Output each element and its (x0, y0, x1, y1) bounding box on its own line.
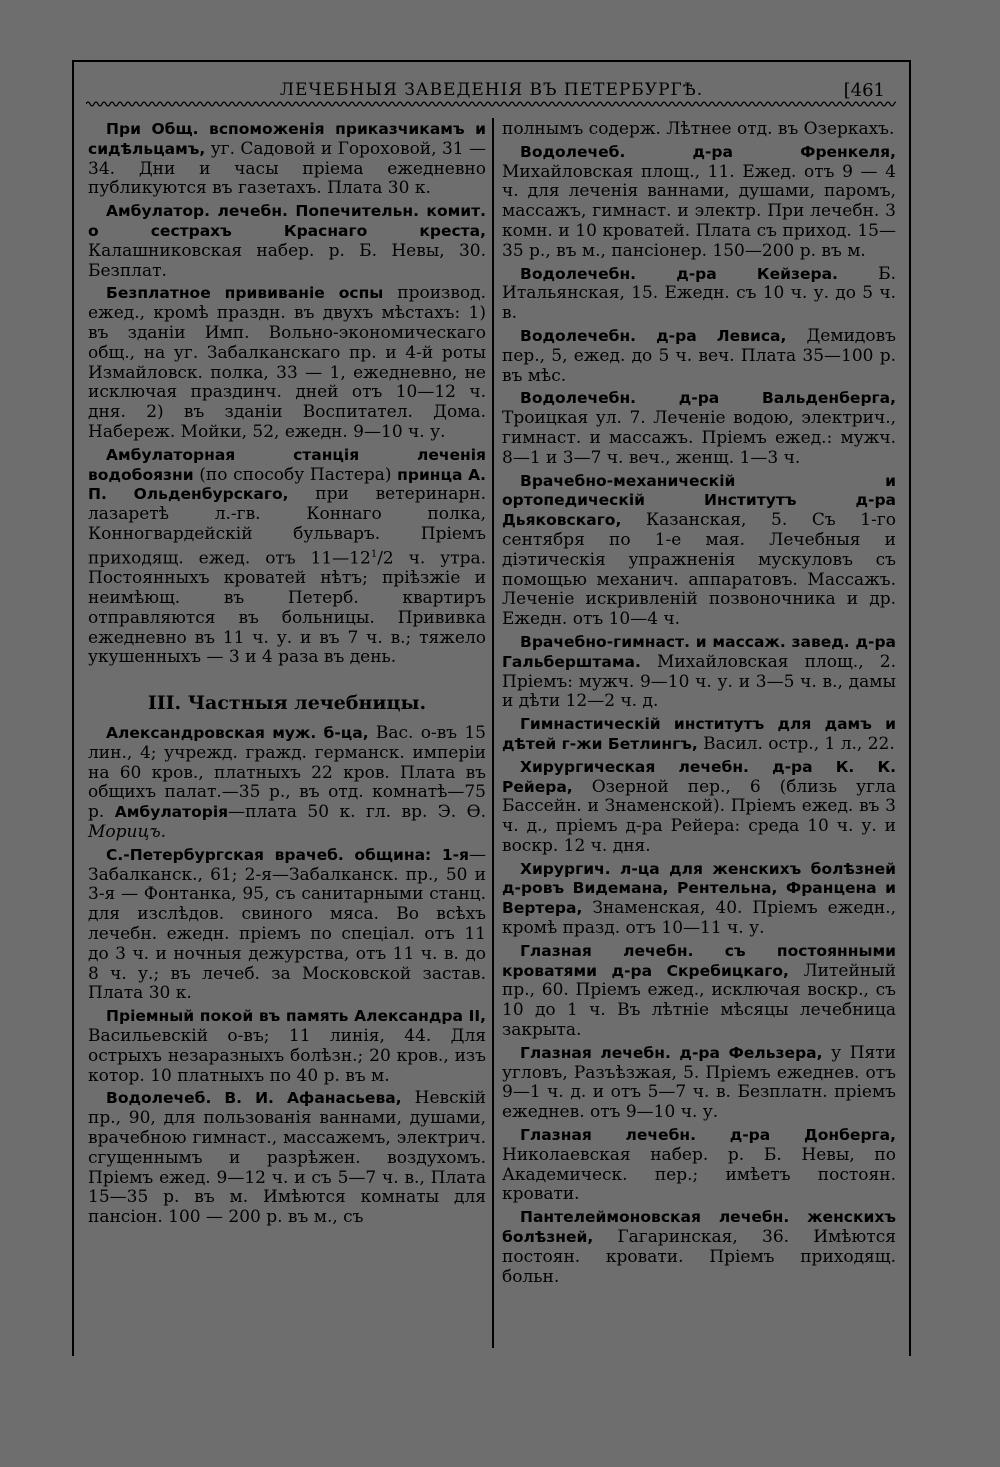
entry: При Общ. вспоможенія приказчикамъ и сидѣльцамъ, уг. Садовой и Гороховой, 31 — 34. Дни и часы пріема ежедневно публикуются въ газетахъ. Плата 30 к. (88, 120, 486, 199)
entry: Пантелеймоновская лечебн. женскихъ болѣзней, Гагаринская, 36. Имѣются постоян. кровати. Пріемъ приходящ. больн. (502, 1208, 896, 1287)
entry: Гимнастическій институтъ для дамъ и дѣтей г-жи Бетлингъ, Васил. остр., 1 л., 22. (502, 715, 896, 754)
entry: Водолечеб. В. И. Афанасьева, Невскій пр., 90, для пользованія ваннами, душами, врачебною гимнаст., массажемъ, электрич. сгущеннымъ и разрѣжен. воздухомъ. Пріемъ ежед. 9—12 ч. и съ 5—7 ч. в., Плата 15—35 р. въ м. Имѣются комнаты для пансіон. 100 — 200 р. въ м., съ (88, 1088, 486, 1228)
entry: С.-Петербургская врачеб. община: 1-я—Забалканск., 61; 2-я—Забалканск. пр., 50 и 3-я — Фонтанка, 95, съ санитарными станц. для изслѣдов. свиного мяса. Во всѣхъ лечебн. ежедн. пріемъ по спеціал. отъ 11 до 3 ч. и ночныя дежурства, отъ 11 ч. в. до 8 ч. у.; въ лечеб. за Московской застав. Плата 30 к. (88, 844, 486, 1004)
entry-continuation: полнымъ содерж. Лѣтнее отд. въ Озеркахъ. (502, 119, 895, 139)
entry: Водолечебн. д-ра Кейзера. Б. Итальянская, 15. Ежедн. съ 10 ч. у. до 5 ч. в. (502, 263, 896, 324)
entry: Водолечебн. д-ра Левиса, Демидовъ пер., 5, ежед. до 5 ч. веч. Плата 35—100 р. въ мѣс. (502, 325, 896, 386)
left-column (88, 120, 486, 1231)
entry: Амбулаторная станція леченія водобоязни (по способу Пастера) принца А. П. Ольденбурскаго, при ветеринарн. лазаретѣ л.-гв. Коннаго полка, Конногвардейскій бульваръ. Пріемъ приходящ. ежед. отъ $11—12^1/2$ ч. утра. Постоянныхъ кроватей нѣтъ; пріѣзжіе и неимѣющ. въ Петерб. квартиръ отправляются въ больницы. Прививка ежедневно въ 11 ч. у. и въ 7 ч. в.; тяжело укушенныхъ — 3 и 4 раза въ день. (88, 445, 486, 668)
running-title: ЛЕЧЕБНЫЯ ЗАВЕДЕНІЯ ВЪ ПЕТЕРБУРГѢ. (279, 80, 704, 100)
section-heading: III. Частныя лечебницы. (147, 692, 427, 715)
entry: Врачебно-механическій и ортопедическій Институтъ д-ра Дьяковскаго, Казанская, 5. Съ 1-го сентября по 1-е мая. Лечебныя и діэтическія упражненія мускуловъ съ помощью механич. аппаратовъ. Массажъ. Леченіе искривленій позвоночника и др. Ежедн. отъ 10—4 ч. (502, 471, 896, 630)
entry: Хирургическая лечебн. д-ра К. К. Рейера, Озерной пер., 6 (близь угла Бассейн. и Знаменской). Пріемъ ежед. въ 3 ч. д., пріемъ д-ра Рейера: среда 10 ч. у. и воскр. 12 ч. дня. (502, 757, 896, 856)
column-divider (492, 118, 494, 1348)
entry: Глазная лечебн. д-ра Фельзера, у Пяти угловъ, Разъѣзжая, 5. Пріемъ ежеднев. отъ 9—1 ч. д. и отъ 5—7 ч. в. Безплатн. пріемъ ежеднев. отъ 9—10 ч. у. (502, 1042, 896, 1123)
wavy-rule (86, 100, 896, 108)
entry: Амбулатор. лечебн. Попечительн. комит. о сестрахъ Краснаго креста, Калашниковская набер. р. Б. Невы, 30. Безплат. (88, 202, 486, 281)
entry: Глазная лечебн. съ постоянными кроватями д-ра Скребицкаго, Литейный пр., 60. Пріемъ ежед., исключая воскр., съ 10 до 1 ч. Въ лѣтніе мѣсяцы лечебница закрыта. (502, 941, 896, 1041)
right-column (502, 120, 896, 1290)
entry: Водолечеб. д-ра Френкеля, Михайловская площ., 11. Ежед. отъ 9 — 4 ч. для леченія ваннами, душами, паромъ, массажъ, гимнаст. и электр. При лечебн. 3 комн. и 10 кроватей. Плата съ приход. 15—35 р., въ м., пансіонер. 150—200 р. въ м. (502, 142, 896, 261)
entry: Хирургич. л-ца для женскихъ болѣзней д-ровъ Видемана, Рентельна, Францена и Вертера, Знаменская, 40. Пріемъ ежедн., кромѣ празд. отъ 10—11 ч. у. (502, 859, 896, 939)
entry: Водолечебн. д-ра Вальденберга, Троицкая ул. 7. Леченіе водою, электрич., гимнаст. и массажъ. Пріемъ ежед.: мужч. 8—1 и 3—7 ч. веч., женщ. 1—3 ч. (502, 389, 896, 468)
entry: Врачебно-гимнаст. и массаж. завед. д-ра Гальберштама. Михайловская площ., 2. Пріемъ: мужч. 9—10 ч. у. и 3—5 ч. в., дамы и дѣти 12—2 ч. д. (502, 632, 896, 712)
page-number: [461 (843, 80, 885, 101)
entry: Пріемный покой въ память Александра II, Васильевскій о-въ; 11 линія, 44. Для острыхъ незаразныхъ болѣзн.; 20 кров., изъ котор. 10 платныхъ по 40 р. въ м. (88, 1007, 486, 1086)
entry: Безплатное прививаніе оспы производ. ежед., кромѣ праздн. въ двухъ мѣстахъ: 1) въ зданіи Имп. Вольно-экономическаго общ., на уг. Забалканскаго пр. и 4-й роты Измайловск. полка, 33 — 1, ежедневно, не исключая праздинч. дней отъ 10—12 ч. дня. 2) въ зданіи Воспитател. Дома. Набереж. Мойки, 52, ежедн. 9—10 ч. у. (88, 283, 486, 442)
entry: Александровская муж. б-ца, Вас. о-въ 15 лин., 4; учрежд. гражд. германск. имперіи на 60 кров., платныхъ 22 кров. Плата въ общихъ палат.—35 р., въ отд. комнатѣ—75 р. Амбулаторія—плата 50 к. гл. вр. Э. Ѳ. Морицъ. (88, 722, 486, 842)
entry: Глазная лечебн. д-ра Донберга, Николаевская набер. р. Б. Невы, по Академическ. пер.; имѣетъ постоян. кровати. (502, 1126, 896, 1205)
